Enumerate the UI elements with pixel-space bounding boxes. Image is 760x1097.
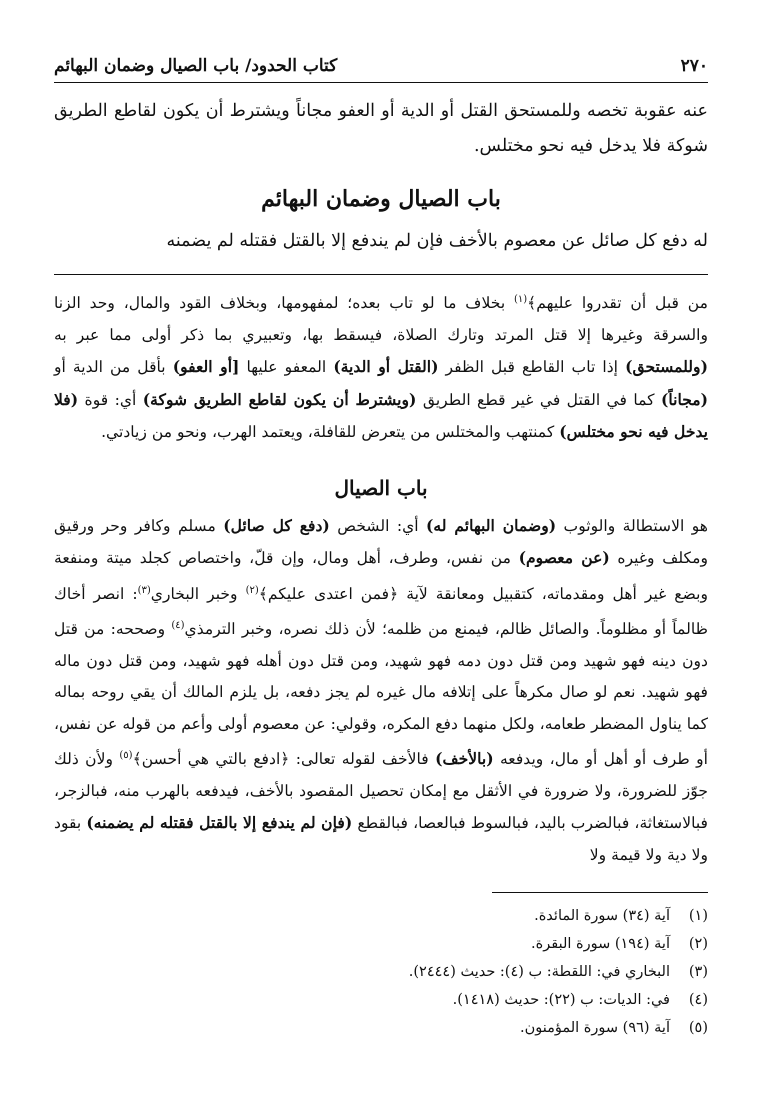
page-number: ٢٧٠	[680, 56, 708, 76]
sharh-text: أي: الشخص	[329, 517, 427, 535]
matn-sharh-divider	[54, 274, 708, 275]
sharh-text: إذا تاب القاطع قبل الظفر	[438, 358, 626, 377]
sharh-text: : انصر أخاك ظالماً أو مظلوماً. والصائل ظالم، فيمنع من ظلمه؛ لأن ذلك نصره، وخبر الترمذي	[54, 585, 708, 639]
footnote-ref: (١)	[513, 294, 528, 305]
sharh-paragraph	[54, 510, 708, 871]
matn-paragraph: عنه عقوبة تخصه وللمستحق القتل أو الدية أو العفو مجاناً ويشترط أن يكون لقاطع الطريق شوكة فلا يدخل فيه نحو مختلس.	[54, 101, 708, 156]
footnote-ref: (٢)	[245, 584, 259, 596]
matn-quote: (القتل أو الدية)	[333, 357, 439, 377]
footnote-item	[54, 986, 708, 1014]
sharh-text: من نفس، وطرف، أهل ومال، وإن قلّ، واختصاص كجلد ميتة ومنفعة وبضع غير أهل ومقدماته، كتقبيل ومعانقة لآية ﴿فمن اعتدى عليكم﴾	[54, 549, 708, 603]
matn-paragraph: له دفع كل صائل عن معصوم بالأخف فإن لم يندفع إلا بالقتل فقتله لم يضمنه	[166, 231, 708, 251]
sharh-text: كمنتهب والمختلس من يتعرض للقافلة، ويعتمد الهرب، ونحو من زيادتي.	[101, 423, 560, 442]
sharh-text: بخلاف ما لو تاب بعده؛ لمفهومها، وبخلاف القود والمال، وحد الزنا والسرقة وغيرها إلا قتل المرتد وتارك الصلاة، فيسقط بها، وتعبيري بما ذكر أولى مما عبر به	[54, 294, 708, 344]
matn-text-chapter	[54, 226, 708, 256]
footnote-ref: (٥)	[119, 750, 133, 762]
sharh-text: مسلم وكافر وحر ورقيق ومكلف وغيره	[54, 517, 708, 568]
footnote-text: آية (١٩٤) سورة البقرة.	[531, 936, 670, 952]
footnote-number: (٥)	[688, 1020, 708, 1036]
sharh-text: فالأخف لقوله تعالى: ﴿ادفع بالتي هي أحسن﴾	[132, 750, 436, 769]
sharh-text: أي: قوة	[78, 390, 143, 409]
running-title: كتاب الحدود/ باب الصيال وضمان البهائم	[54, 56, 338, 76]
footnote-text: البخاري في: اللقطة: ب (٤): حديث (٢٤٤٤).	[408, 964, 670, 980]
sharh-text: وخبر البخاري	[150, 585, 246, 603]
footnote-item	[54, 1014, 708, 1042]
matn-quote: (ويشترط أن يكون لقاطع الطريق شوكة)	[142, 389, 417, 409]
matn-quote: (عن معصوم)	[518, 548, 610, 568]
section-title: باب الصيال	[334, 476, 428, 500]
book-page	[54, 0, 708, 1097]
footnote-item	[54, 930, 708, 958]
footnote-number: (١)	[688, 908, 708, 924]
footnote-item	[54, 958, 708, 986]
matn-quote: (بالأخف)	[435, 749, 494, 769]
sharh-text: بقود ولا دية ولا قيمة ولا	[54, 814, 708, 864]
footnote-divider	[492, 892, 708, 893]
sharh-text-top	[54, 284, 708, 449]
sharh-text: ولأن ذلك جوّز للضرورة، ولا ضرورة في الأثقل مع إمكان تحصيل المقصود بالأخف، فيدفعه بالهرب منه، فبالزجر، فبالاستغاثة، فبالضرب باليد، فبالسوط فبالعصا، فبالقطع	[54, 750, 708, 833]
footnote-ref: (٣)	[137, 584, 151, 596]
sharh-text: المعفو عليها	[239, 358, 334, 377]
matn-quote: (فإن لم يندفع إلا بالقتل فقتله لم يضمنه)	[86, 813, 353, 833]
footnote-text: في: الديات: ب (٢٢): حديث (١٤١٨).	[452, 992, 670, 1008]
footnote-item	[54, 902, 708, 930]
sharh-text: كما في القتل في غير قطع الطريق	[416, 390, 661, 409]
footnotes-list	[54, 902, 708, 1042]
matn-quote: (وللمستحق)	[625, 357, 708, 377]
matn-quote: (مجاناً)	[660, 389, 708, 409]
footnote-number: (٢)	[688, 936, 708, 952]
sharh-text: بأقل من الدية أو	[54, 358, 173, 377]
footnote-ref: (٤)	[171, 620, 185, 632]
sharh-paragraph	[54, 284, 708, 449]
sharh-text-main	[54, 510, 708, 871]
matn-text-top	[54, 94, 708, 164]
matn-quote: (وضمان البهائم له)	[426, 516, 557, 535]
matn-quote: [أو العفو)	[172, 357, 240, 377]
footnote-number: (٤)	[688, 992, 708, 1008]
quran-quote: من قبل أن تقدروا عليهم﴾	[527, 294, 708, 313]
footnote-text: آية (٣٤) سورة المائدة.	[534, 908, 670, 924]
footnote-number: (٣)	[688, 964, 708, 980]
matn-quote: (فلا يدخل فيه نحو مختلس)	[54, 389, 708, 442]
page-header	[54, 52, 708, 80]
header-divider	[54, 82, 708, 83]
matn-quote: (دفع كل صائل)	[223, 516, 330, 535]
sharh-text: هو الاستطالة والوثوب	[556, 517, 709, 535]
sharh-text: وصححه: من قتل دون دينه فهو شهيد ومن قتل دون دمه فهو شهيد، ومن قتل دون أهله فهو شهيد، ومن قتل دون ماله فهو شهيد. نعم لو صال مكرهاً على إتلافه مال غيره لم يجز دفعه، بل يلزم المالك أن يقي روحه بماله كما يناول المضطر طعامه، ولكل منهما دفع المكره، وقولي: عن معصوم أولى وأعم من قوله عن نفس، أو طرف أو أهل أو مال، ويدفعه	[54, 620, 708, 769]
chapter-title: باب الصيال وضمان البهائم	[261, 186, 501, 212]
footnote-text: آية (٩٦) سورة المؤمنون.	[519, 1020, 670, 1036]
